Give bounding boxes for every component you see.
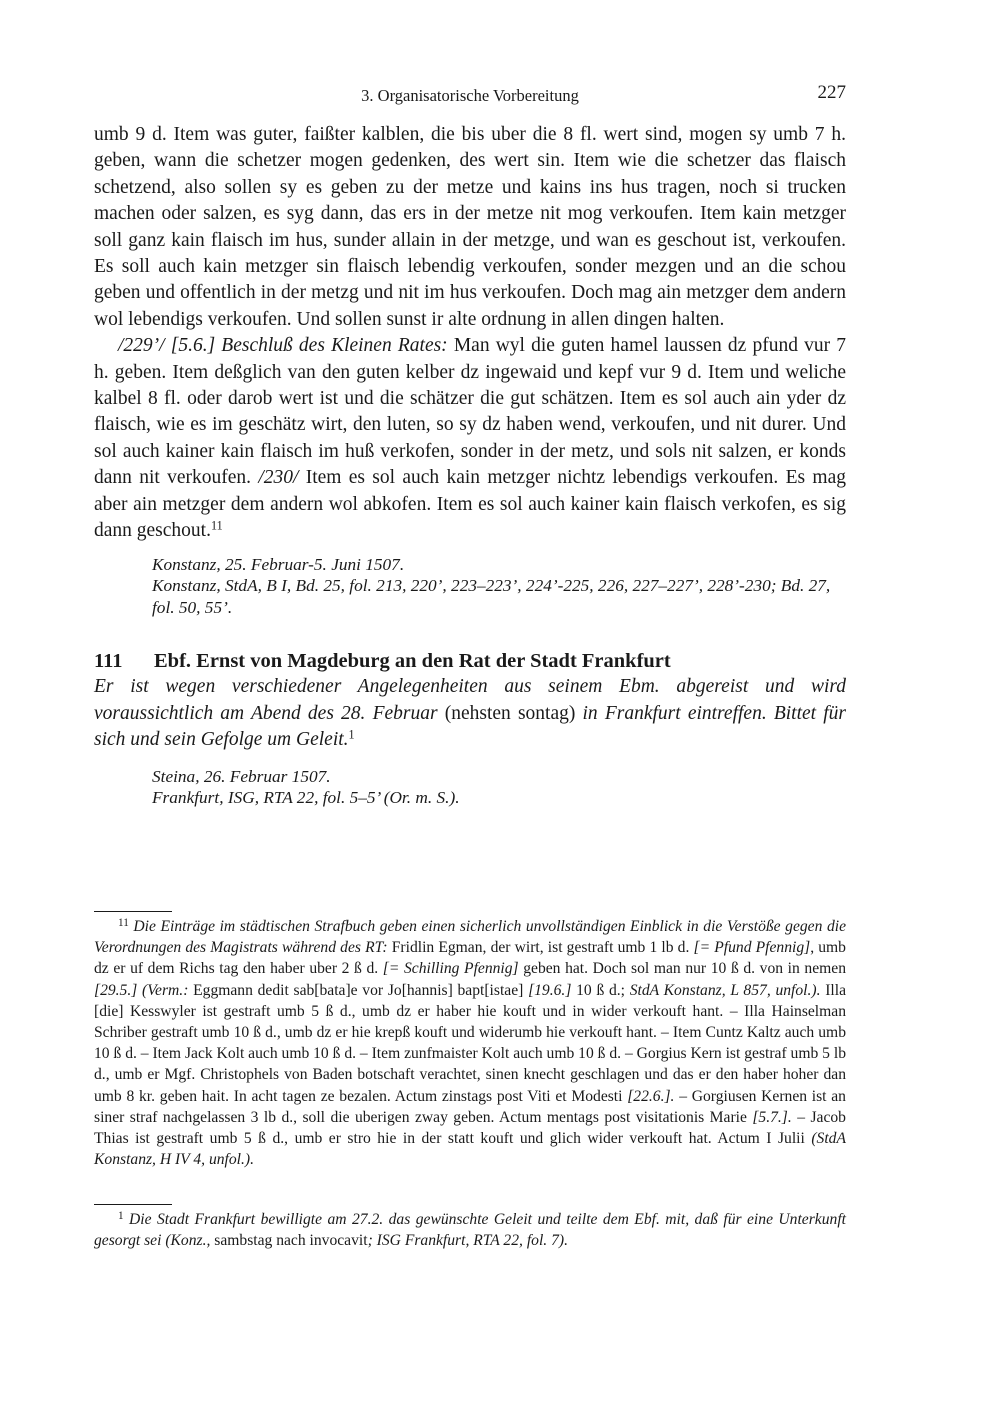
footnote-number-1: 1 bbox=[118, 1209, 124, 1222]
paragraph-continuation: umb 9 d. Item was guter, faißter kalblen, die bis uber die 8 fl. wert sind, mogen sy umb 7 h. geben, wann die schetzer mogen gedenken, des wert sin. Item wie die schetzer das flaisch schetzend, also sollen sy es geben zu der metze und kains ins hus tragen, noch si trucken machen oder salzen, es syg dann, das ers in der metze nit mog verkoufen. Item kain metzger soll ganz kain flaisch im hus, sunder allain in der metzge, und wan es geschout ist, verkoufen. Es soll auch kain metzger sin flaisch lebendig verkoufen, sonder mezgen und an die schou geben und offentlich in der metzg und nit im hus verkoufen. Doch mag ain metzger dem andern wol lebendigs verkoufen. Und sollen sunst ir alte ordnung in allen dingen halten. bbox=[94, 124, 846, 330]
paragraph-council-decision bbox=[94, 333, 846, 544]
running-head bbox=[94, 84, 846, 110]
footnote-11-text: – Gorgiusen Kernen ist an siner straf nachgelassen 3 lb d., soll die uberigen zway geben. Actum mentags post visitationis Marie bbox=[94, 1087, 846, 1126]
footnote-11-text: Eggmann dedit sab[bata]e vor Jo[hannis] bapt[istae] bbox=[188, 981, 529, 999]
running-head-title: 3. Organisatorische Vorbereitung bbox=[361, 86, 579, 105]
folio-marker: /230/ bbox=[258, 467, 299, 489]
source-date-line: Konstanz, 25. Februar-5. Juni 1507. bbox=[152, 554, 405, 574]
paragraph-text-b: Item es sol auch kain metzger nichtz lebendigs verkoufen. Es mag aber ain metzger dem andern wol abkofen. Item es sol auch kainer kain flaisch verkofen, es sig dann geschout. bbox=[94, 467, 846, 542]
source-date-line-111: Steina, 26. Februar 1507. bbox=[152, 766, 331, 786]
footnote-11-text: geben hat. Doch sol man nur 10 ß d. von in nemen bbox=[518, 960, 846, 978]
document-number: 111 bbox=[94, 650, 123, 673]
footnote-rule bbox=[94, 1204, 172, 1205]
document-heading bbox=[94, 648, 846, 674]
footnote-11 bbox=[94, 916, 846, 1170]
footnote-11-italic: [22.6.]. bbox=[627, 1087, 675, 1105]
footnote-11-italic: StdA Konstanz, L 857, unfol.). bbox=[629, 981, 821, 999]
footnote-number-11: 11 bbox=[118, 916, 129, 929]
footnote-11-text: 10 ß d.; bbox=[571, 981, 630, 999]
footnote-1 bbox=[94, 1209, 846, 1251]
main-text bbox=[94, 122, 846, 809]
source-archive-line: Konstanz, StdA, B I, Bd. 25, fol. 213, 220’, 223–223’, 224’-225, 226, 227–227’, 228’-230; Bd. 27, fol. 50, 55’. bbox=[152, 576, 831, 617]
footnote-11-italic: (StdA Konstanz, H IV 4, unfol.). bbox=[94, 1130, 846, 1169]
source-citation-111 bbox=[152, 766, 846, 809]
footnote-11-text: – Jacob Thias ist gestraft umb 5 ß d., umb er stro hie in der statt kouft und glich wider verkouft hat. Actum I Julii bbox=[94, 1108, 846, 1148]
footnote-1-text: sambstag nach invocavit bbox=[210, 1232, 368, 1250]
footnote-11-italic: [= Pfund Pfennig] bbox=[693, 939, 811, 957]
regest-quote: (nehsten sontag) bbox=[444, 702, 576, 724]
footnote-1-italic: ; ISG Frankfurt, RTA 22, fol. 7). bbox=[367, 1232, 568, 1250]
footnote-rule bbox=[94, 911, 172, 912]
footnote-1-italic: Die Stadt Frankfurt bewilligte am 27.2. das gewünschte Geleit und teilte dem Ebf. mit, daß für eine Unterkunft gesorgt sei (Konz., bbox=[94, 1211, 846, 1250]
footnote-ref-11: 11 bbox=[210, 518, 223, 533]
source-citation bbox=[152, 554, 846, 619]
footnote-ref-1: 1 bbox=[348, 727, 355, 742]
footnote-11-italic: [= Schilling Pfennig] bbox=[382, 960, 519, 978]
footnote-11-text: Fridlin Egman, der wirt, ist gestraft umb 1 lb d. bbox=[387, 939, 694, 957]
regest-summary bbox=[94, 674, 846, 753]
source-archive-line-111: Frankfurt, ISG, RTA 22, fol. 5–5’ (Or. m. S.). bbox=[152, 788, 460, 808]
footnote-11-italic: Die Einträge im städtischen Strafbuch geben einen sicherlich unvollständigen Einblick in die Verstöße gegen die Verordnungen des Magistrats während des RT: bbox=[94, 918, 847, 957]
regest-part-1: Er ist wegen verschiedener Angelegenheiten aus seinem Ebm. abgereist und wird voraussichtlich am Abend des 28. Februar bbox=[94, 676, 846, 724]
document-title: Ebf. Ernst von Magdeburg an den Rat der Stadt Frankfurt bbox=[154, 650, 671, 673]
regest-part-3: in Frankfurt eintreffen. Bittet für sich und sein Gefolge um Geleit. bbox=[94, 702, 846, 751]
footnote-11-italic: [29.5.] (Verm.: bbox=[94, 981, 189, 999]
footnote-11-italic: [19.6.] bbox=[528, 981, 572, 999]
paragraph-text-a: Man wyl die guten hamel laussen dz pfund vur 7 h. geben. Item deßglich van den guten kelber dz ingewaid und kepf vur 9 d. Item und weliche kalbel 8 fl. oder darob wert ist und die schätzer die gut schätzen. Item es sol auch ain yder dz flaisch, wie es im geschätz wirt, den luten, so sy dz haben wend, verkoufen, und nit durer. Und sol auch kainer kain flaisch im huß verkofen, sonder in der metz, und sols nit salzen, er konds dann nit verkoufen. bbox=[94, 335, 846, 489]
footnote-11-italic: [5.7.]. bbox=[752, 1108, 792, 1126]
folio-and-date-marker: /229’/ [5.6.] Beschluß des Kleinen Rates: bbox=[118, 335, 448, 357]
footnote-11-text: , umb dz er uf dem Richs tag den haber uber 2 ß d. bbox=[94, 939, 846, 978]
page-number: 227 bbox=[817, 82, 846, 103]
footnote-11-text: Illa [die] Kesswyler ist gestraft umb 5 ß d., umb dz er haber hie kouft und in wider verkouft hant. – Illa Hainselman Schriber gestraft umb 10 ß d., umb dz er hie krepß kouft und widerumb hie verkouft hant. – Item Cuntz Kaltz auch umb 10 ß d. – Item Jack Kolt auch umb 10 ß d. – Item zunfmaister Kolt auch umb 10 ß d. – Gorgius Kern ist gestraf umb 5 lb d., umb er Mgf. Christophels von Baden botschaft verachtet, sinen knecht geschlagen und das er den haber hoher dan umb 8 kr. geben hait. In acht tagen ze bezalen. Actum zinstags post Viti et Modesti bbox=[94, 981, 847, 1105]
